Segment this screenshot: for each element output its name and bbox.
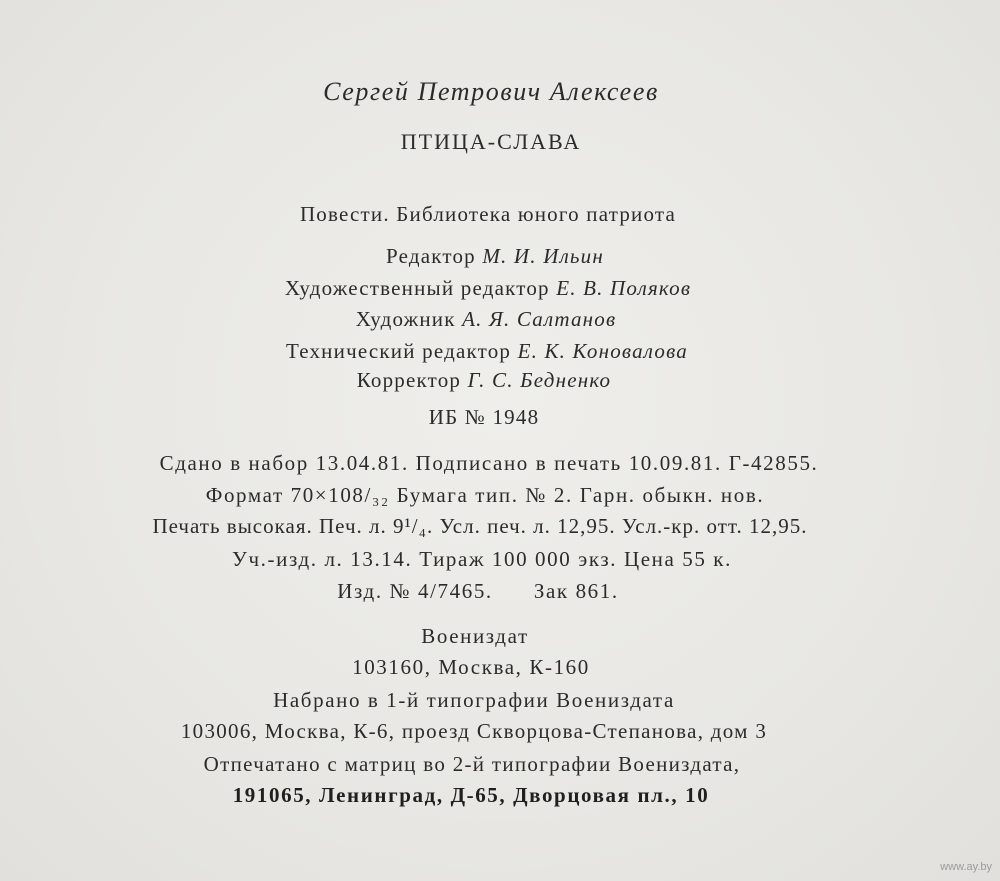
credit-artist-name: А. Я. Салтанов [462, 307, 617, 331]
credit-tech-editor-name: Е. К. Коновалова [517, 339, 688, 363]
credit-editor-label: Редактор [386, 244, 476, 268]
publisher-name: Воениздат [421, 624, 529, 648]
book-subtitle: Повести. Библиотека юного патриота [299, 202, 677, 226]
credit-art-editor [0, 274, 988, 302]
publisher-address: 103160, Москва, К-160 [352, 655, 590, 679]
imprint-line-4: Уч.-изд. л. 13.14. Тираж 100 000 экз. Цена 55 к. [232, 547, 732, 571]
credit-art-editor-label: Художественный редактор [284, 276, 550, 300]
credit-editor-name: М. И. Ильин [482, 244, 604, 268]
printed-address: 191065, Ленинград, Д-65, Дворцовая пл., 10 [232, 783, 710, 807]
credit-proofreader [0, 366, 984, 394]
credit-editor [0, 242, 995, 270]
credit-tech-editor [0, 337, 987, 365]
imprint-line-2: Формат 70×108/₃₂ Бумага тип. № 2. Гарн. обыкн. нов. [205, 483, 765, 507]
credit-tech-editor-label: Технический редактор [286, 339, 512, 363]
credit-proofreader-label: Корректор [356, 368, 462, 392]
imprint-line-1: Сдано в набор 13.04.81. Подписано в печать 10.09.81. Г-42855. [159, 451, 819, 475]
credit-artist-label: Художник [355, 307, 456, 331]
typeset-address: 103006, Москва, К-6, проезд Скворцова-Степанова, дом 3 [180, 719, 768, 743]
imprint-line-5: Изд. № 4/7465. Зак 861. [337, 579, 619, 603]
book-title: ПТИЦА-СЛАВА [400, 129, 582, 154]
author-name: Сергей Петрович Алексеев [323, 77, 659, 106]
watermark: www.ay.by [940, 861, 992, 873]
printed-info: Отпечатано с матриц во 2-й типографии Воениздата, [203, 752, 741, 776]
credit-artist [0, 305, 986, 333]
typeset-info: Набрано в 1-й типографии Воениздата [273, 688, 675, 712]
credit-proofreader-name: Г. С. Бедненко [467, 368, 612, 392]
credit-art-editor-name: Е. В. Поляков [556, 276, 692, 300]
ib-number: ИБ № 1948 [428, 405, 540, 429]
imprint-line-3: Печать высокая. Печ. л. 9¹/₄. Усл. печ. л. 12,95. Усл.-кр. отт. 12,95. [152, 514, 808, 538]
